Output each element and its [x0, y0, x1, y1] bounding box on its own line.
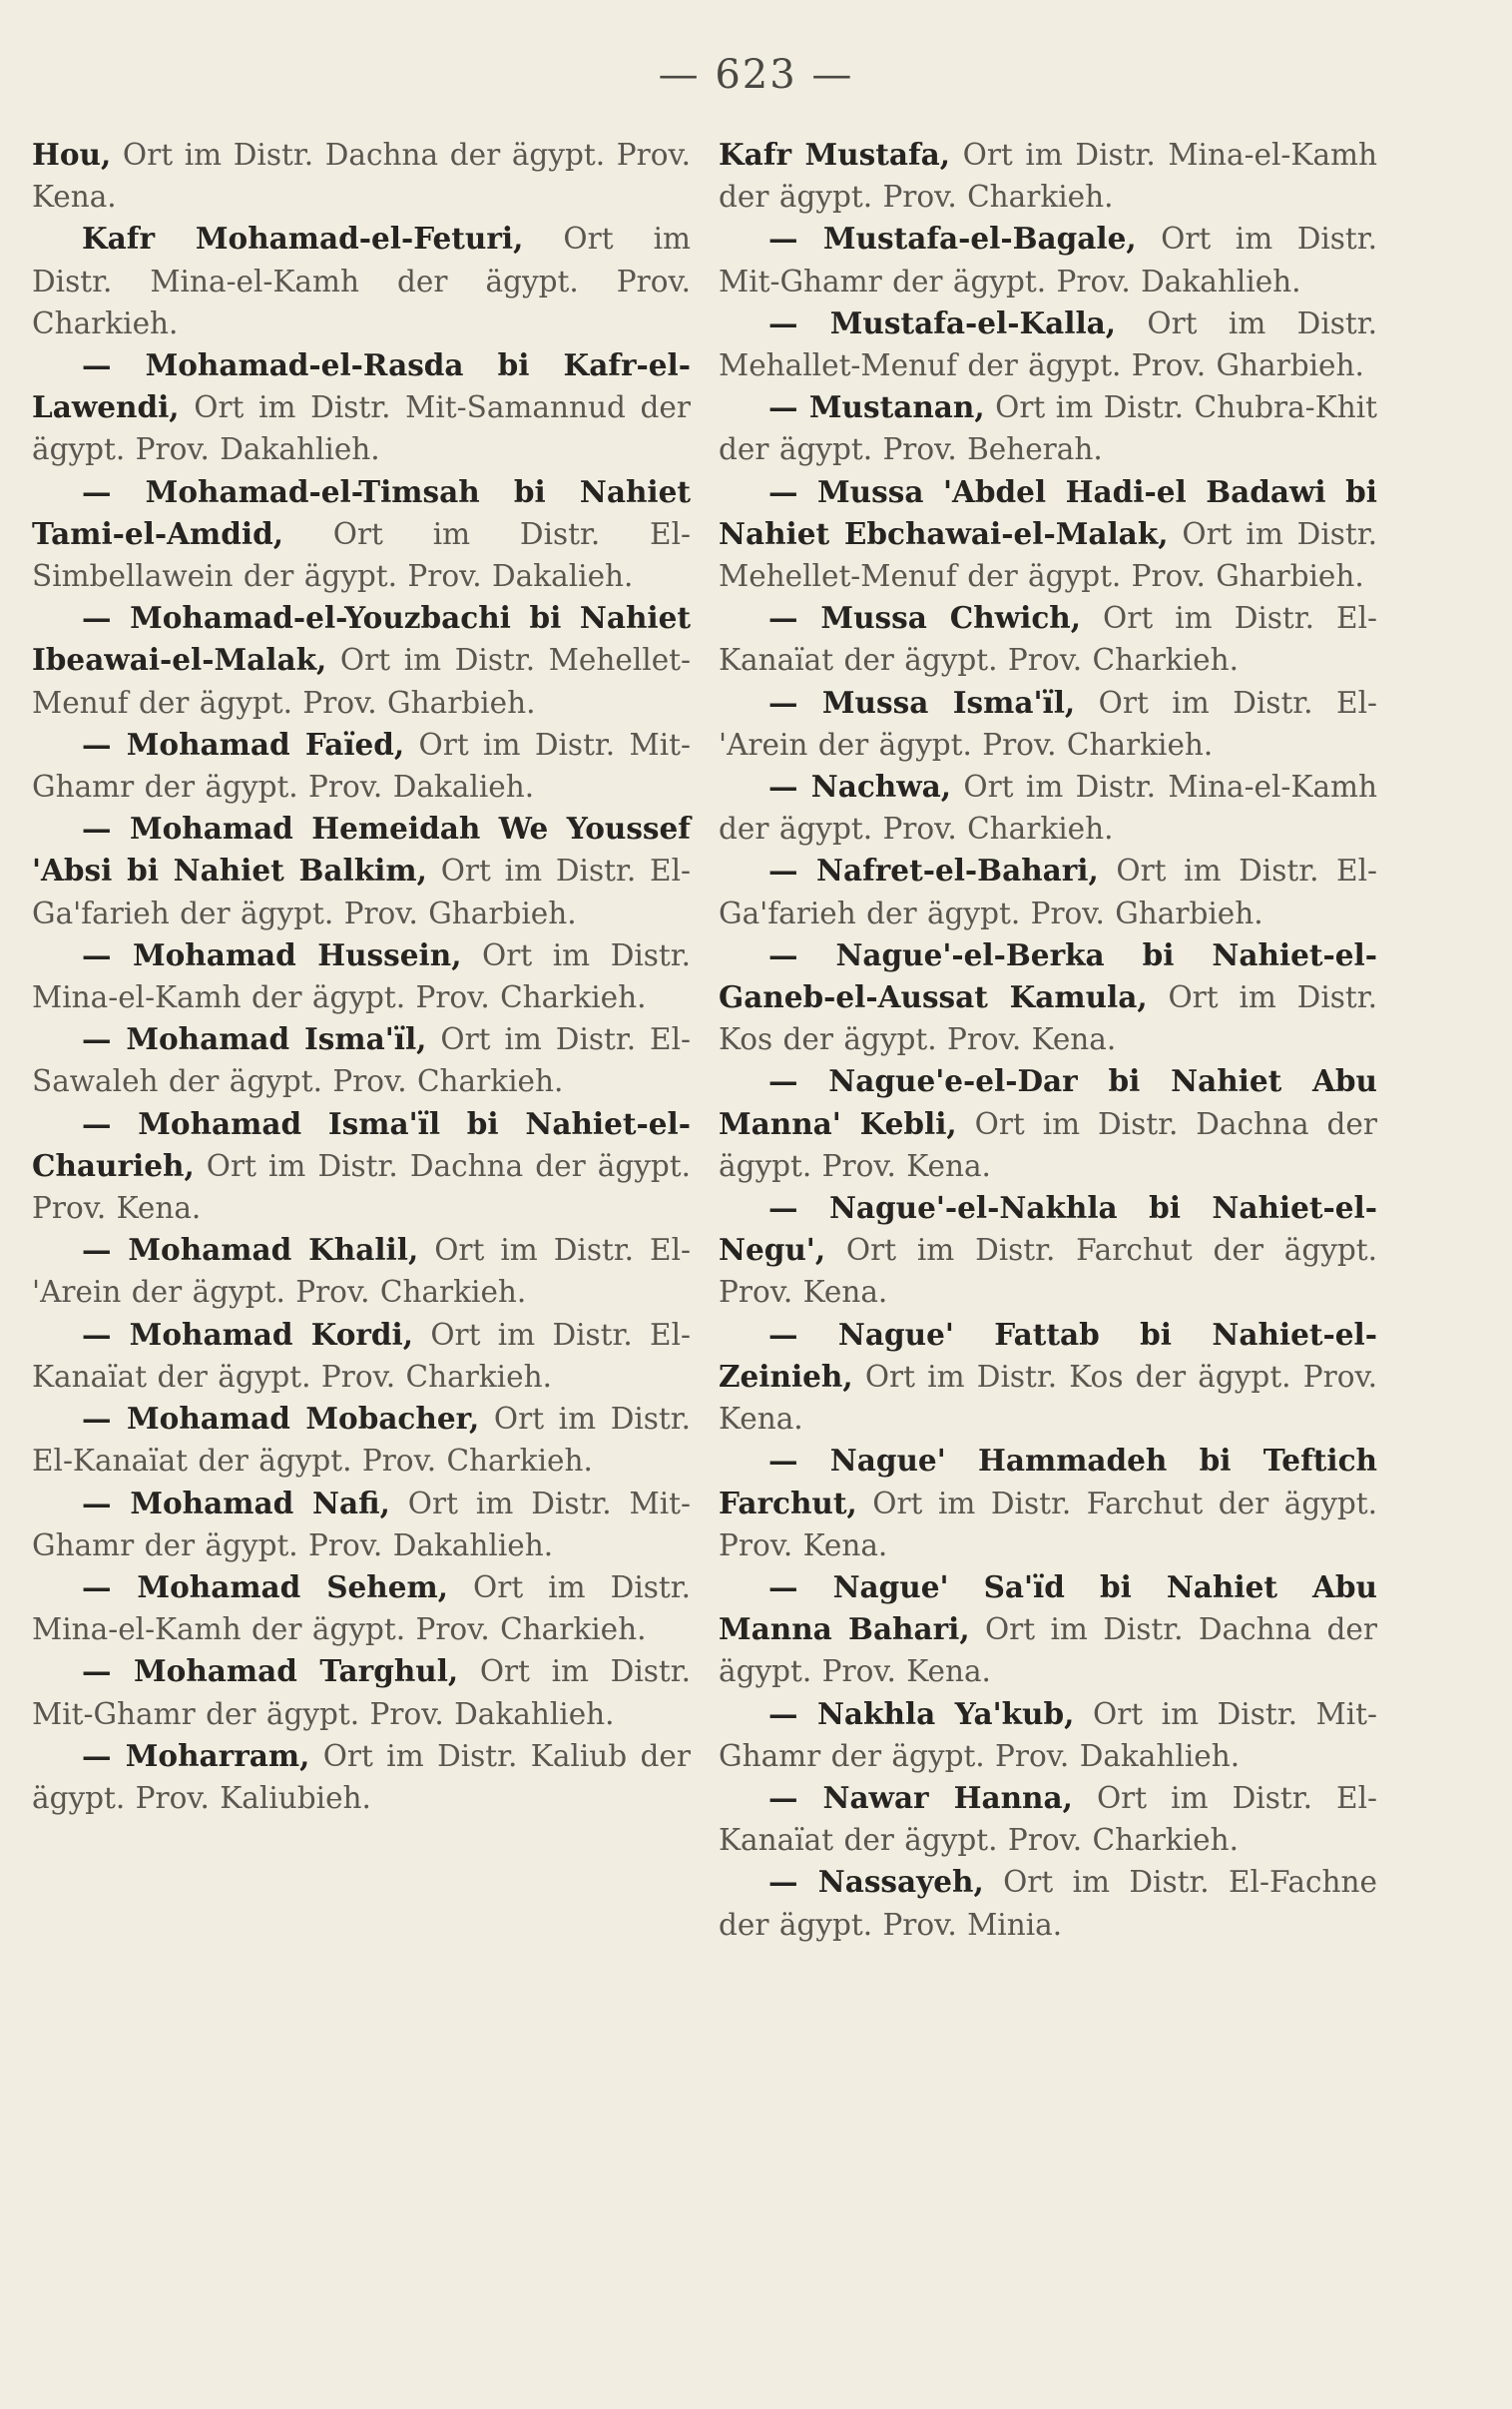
gazetteer-entry [719, 134, 1377, 218]
gazetteer-entry [32, 1103, 691, 1230]
entry-headword: Hou, [32, 137, 112, 172]
gazetteer-entry [32, 808, 691, 934]
gazetteer-entry [719, 1566, 1377, 1693]
entry-headword: — Mohamad Faïed, [82, 726, 405, 762]
entry-headword: — Mohamad Isma'ïl bi Nahiet-el-Chaurieh, [32, 1105, 691, 1183]
entry-headword: — Nassayeh, [768, 1864, 984, 1900]
entry-headword: — Nague'-el-Berka bi Nahiet-el-Ganeb-el-Aussat Kamula, [719, 936, 1377, 1015]
gazetteer-entry [32, 218, 691, 344]
entry-headword: Kafr Mohamad-el-Feturi, [82, 221, 524, 257]
entry-description: Ort im Distr. Mina-el-Kamh der ägypt. Prov. Charkieh. [719, 138, 1377, 215]
entry-headword: — Mussa Isma'ïl, [768, 684, 1076, 720]
gazetteer-entry [32, 1018, 691, 1102]
entry-headword: — Mustanan, [768, 389, 985, 425]
entry-description: Ort im Distr. El-'Arein der ägypt. Prov. Charkieh. [719, 685, 1377, 762]
entry-headword: Kafr Mustafa, [719, 137, 951, 172]
entry-headword: — Mohamad Nafi, [82, 1485, 390, 1520]
entry-headword: — Nafret-el-Bahari, [768, 853, 1099, 889]
gazetteer-entry [719, 471, 1377, 598]
entry-headword: — Mohamad-el-Timsah bi Nahiet Tami-el-Amdid, [32, 473, 691, 551]
entry-headword: — Nague'e-el-Dar bi Nahiet Abu Manna' Kebli, [719, 1063, 1377, 1141]
entry-description: Ort im Distr. Mit-Samannud der ägypt. Prov. Dakahlieh. [32, 390, 691, 467]
gazetteer-entry [32, 134, 691, 218]
entry-description: Ort im Distr. El-Kanaïat der ägypt. Prov. Charkieh. [719, 601, 1377, 678]
entry-headword: — Mohamad Khalil, [82, 1232, 419, 1268]
entry-description: Ort im Distr. Kos der ägypt. Prov. Kena. [719, 1359, 1377, 1437]
gazetteer-entry [719, 1861, 1377, 1945]
gazetteer-entry [32, 1398, 691, 1482]
entry-headword: — Mohamad-el-Rasda bi Kafr-el-Lawendi, [32, 347, 691, 425]
entry-headword: — Nague' Sa'ïd bi Nahiet Abu Manna Bahari, [719, 1568, 1377, 1647]
entry-headword: — Mohamad Kordi, [82, 1316, 414, 1352]
entry-headword: — Mustafa-el-Bagale, [768, 221, 1137, 257]
entry-description: Ort im Distr. Farchut der ägypt. Prov. Kena. [719, 1233, 1377, 1310]
entry-description: Ort im Distr. El-Sawaleh der ägypt. Prov. Charkieh. [32, 1022, 691, 1099]
gazetteer-entry [719, 1187, 1377, 1314]
entry-headword: — Mohamad Hussein, [82, 936, 462, 972]
entry-description: Ort im Distr. El-Kanaïat der ägypt. Prov. Charkieh. [719, 1780, 1377, 1858]
gazetteer-entry [719, 386, 1377, 470]
entry-description: Ort im Distr. Kaliub der ägypt. Prov. Kaliubieh. [32, 1738, 691, 1815]
entry-headword: — Mohamad Mobacher, [82, 1401, 480, 1437]
entry-headword: — Mohamad Targhul, [82, 1653, 459, 1689]
entry-description: Ort im Distr. Mehallet-Menuf der ägypt. Prov. Gharbieh. [719, 305, 1377, 383]
entry-headword: — Mussa 'Abdel Hadi-el Badawi bi Nahiet Ebchawai-el-Malak, [719, 473, 1377, 551]
right-column [719, 134, 1377, 1946]
entry-headword: — Nachwa, [768, 769, 952, 805]
entry-description: Ort im Distr. El-Ga'farieh der ägypt. Prov. Gharbieh. [719, 854, 1377, 930]
page-number: — 623 — [658, 52, 854, 98]
gazetteer-entry [719, 1693, 1377, 1777]
entry-description: Ort im Distr. El-Kanaïat der ägypt. Prov. Charkieh. [32, 1317, 691, 1394]
gazetteer-entry [32, 1650, 691, 1734]
gazetteer-entry [32, 1229, 691, 1313]
gazetteer-entry [719, 218, 1377, 301]
entry-headword: — Nague' Hammadeh bi Teftich Farchut, [719, 1443, 1377, 1520]
entry-headword: — Mustafa-el-Kalla, [768, 304, 1117, 340]
entry-description: Ort im Distr. Mit-Ghamr der ägypt. Prov. Dakalieh. [32, 727, 691, 805]
left-column [32, 134, 691, 1819]
entry-description: Ort im Distr. Mina-el-Kamh der ägypt. Prov. Charkieh. [719, 770, 1377, 847]
entry-description: Ort im Distr. El-Fachne der ägypt. Prov. Minia. [719, 1865, 1377, 1942]
gazetteer-entry [32, 1566, 691, 1650]
gazetteer-entry [32, 934, 691, 1018]
entry-description: Ort im Distr. Dachna der ägypt. Prov. Kena. [719, 1612, 1377, 1689]
entry-description: Ort im Distr. El-Ga'farieh der ägypt. Prov. Gharbieh. [32, 854, 691, 930]
entry-description: Ort im Distr. Mit-Ghamr der ägypt. Prov. Dakahlieh. [719, 222, 1378, 299]
entry-description: Ort im Distr. Mit-Ghamr der ägypt. Prov. Dakahlieh. [32, 1486, 691, 1562]
entry-description: Ort im Distr. Dachna der ägypt. Prov. Kena. [32, 138, 691, 215]
gazetteer-entry [719, 1440, 1377, 1566]
gazetteer-entry [719, 1314, 1377, 1441]
gazetteer-entry [32, 724, 691, 808]
entry-headword: — Mohamad-el-Youzbachi bi Nahiet Ibeawai-el-Malak, [32, 600, 691, 678]
entry-headword: — Nakhla Ya'kub, [768, 1695, 1075, 1731]
entry-description: Ort im Distr. Dachna der ägypt. Prov. Kena. [32, 1148, 691, 1226]
gazetteer-entry [719, 766, 1377, 850]
entry-description: Ort im Distr. Kos der ägypt. Prov. Kena. [719, 980, 1377, 1057]
entry-headword: — Nague' Fattab bi Nahiet-el-Zeinieh, [719, 1316, 1377, 1394]
gazetteer-entry [32, 1735, 691, 1819]
entry-description: Ort im Distr. El-Simbellawein der ägypt. Prov. Dakalieh. [32, 516, 691, 594]
gazetteer-entry [719, 682, 1377, 766]
gazetteer-entry [719, 850, 1377, 933]
gazetteer-entry [32, 344, 691, 471]
entry-headword: — Mohamad Isma'ïl, [82, 1021, 427, 1057]
gazetteer-entry [32, 1314, 691, 1398]
entry-description: Ort im Distr. Mit-Ghamr der ägypt. Prov. Dakahlieh. [32, 1654, 691, 1731]
entry-description: Ort im Distr. Dachna der ägypt. Prov. Kena. [719, 1106, 1377, 1183]
entry-description: Ort im Distr. Mit-Ghamr der ägypt. Prov. Dakahlieh. [719, 1696, 1377, 1773]
entry-headword: — Nague'-el-Nakhla bi Nahiet-el-Negu', [719, 1190, 1377, 1268]
entry-headword: — Mohamad Sehem, [82, 1568, 448, 1604]
gazetteer-entry [719, 1777, 1377, 1861]
entry-description: Ort im Distr. El-'Arein der ägypt. Prov. Charkieh. [32, 1233, 691, 1310]
entry-description: Ort im Distr. Farchut der ägypt. Prov. Kena. [719, 1486, 1377, 1562]
entry-description: Ort im Distr. El-Kanaïat der ägypt. Prov. Charkieh. [32, 1402, 692, 1479]
entry-description: Ort im Distr. Mina-el-Kamh der ägypt. Prov. Charkieh. [32, 222, 691, 340]
gazetteer-entry [32, 1483, 691, 1566]
entry-description: Ort im Distr. Mehellet-Menuf der ägypt. Prov. Gharbieh. [32, 643, 691, 720]
entry-description: Ort im Distr. Chubra-Khit der ägypt. Prov. Beherah. [719, 390, 1377, 467]
gazetteer-entry [32, 471, 691, 598]
gazetteer-entry [719, 302, 1377, 386]
entry-headword: — Mohamad Hemeidah We Youssef 'Absi bi Nahiet Balkim, [32, 811, 691, 889]
gazetteer-entry [719, 934, 1377, 1061]
entry-description: Ort im Distr. Mina-el-Kamh der ägypt. Prov. Charkieh. [32, 937, 692, 1015]
gazetteer-entry [32, 597, 691, 724]
entry-description: Ort im Distr. Mina-el-Kamh der ägypt. Prov. Charkieh. [32, 1569, 691, 1647]
gazetteer-entry [719, 597, 1377, 681]
entry-description: Ort im Distr. Mehellet-Menuf der ägypt. Prov. Gharbieh. [719, 516, 1378, 594]
entry-headword: — Nawar Hanna, [768, 1779, 1073, 1815]
entry-headword: — Moharram, [82, 1737, 310, 1773]
entry-headword: — Mussa Chwich, [768, 600, 1082, 636]
gazetteer-entry [719, 1060, 1377, 1187]
